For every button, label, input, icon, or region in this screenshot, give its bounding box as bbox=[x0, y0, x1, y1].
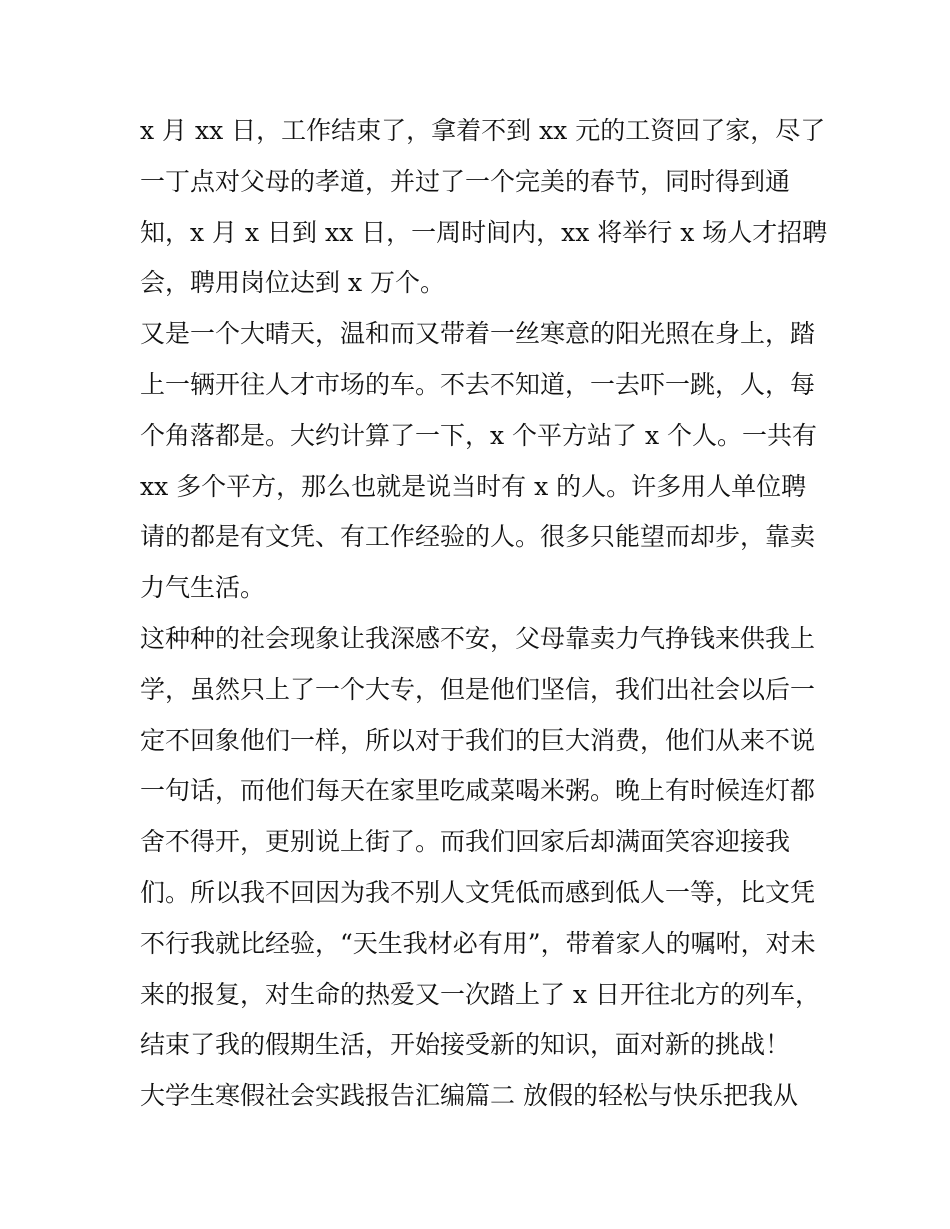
text-line: 们。所以我不回因为我不别人文凭低而感到低人一等，比文凭 bbox=[140, 877, 816, 907]
text-line: 请的都是有文凭、有工作经验的人。很多只能望而却步，靠卖 bbox=[140, 522, 816, 552]
text-line: 又是一个大晴天，温和而又带着一丝寒意的阳光照在身上，踏 bbox=[140, 319, 816, 349]
text-line: 这种种的社会现象让我深感不安，父母靠卖力气挣钱来供我上 bbox=[140, 623, 816, 653]
text-line: xx 多个平方，那么也就是说当时有 x 的人。许多用人单位聘 bbox=[140, 471, 807, 501]
text-line: 不行我就比经验，“天生我材必有用”，带着家人的嘱咐，对未 bbox=[140, 928, 816, 958]
text-line: 力气生活。 bbox=[140, 573, 266, 603]
text-line: 一句话，而他们每天在家里吃咸菜喝米粥。晚上有时候连灯都 bbox=[140, 776, 816, 806]
text-line: 会，聘用岗位达到 x 万个。 bbox=[140, 268, 445, 298]
text-line: 学，虽然只上了一个大专，但是他们坚信，我们出社会以后一 bbox=[140, 674, 816, 704]
text-line: 舍不得开，更别说上街了。而我们回家后却满面笑容迎接我 bbox=[140, 827, 791, 857]
text-line: 上一辆开往人才市场的车。不去不知道，一去吓一跳，人，每 bbox=[140, 369, 816, 399]
body-text bbox=[140, 106, 828, 1122]
text-line: 知，x 月 x 日到 xx 日，一周时间内，xx 将举行 x 场人才招聘 bbox=[140, 217, 828, 247]
text-line: 定不回象他们一样，所以对于我们的巨大消费，他们从来不说 bbox=[140, 725, 816, 755]
text-line: x 月 xx 日，工作结束了，拿着不到 xx 元的工资回了家，尽了 bbox=[140, 116, 826, 145]
text-line: 一丁点对父母的孝道，并过了一个完美的春节，同时得到通 bbox=[140, 166, 791, 196]
text-line: 结束了我的假期生活，开始接受新的知识，面对新的挑战！ bbox=[140, 1030, 791, 1060]
text-line: 个角落都是。大约计算了一下，x 个平方站了 x 个人。一共有 bbox=[140, 420, 818, 450]
text-line: 来的报复，对生命的热爱又一次踏上了 x 日开往北方的列车， bbox=[140, 979, 820, 1009]
text-line: 大学生寒假社会实践报告汇编篇二 放假的轻松与快乐把我从 bbox=[140, 1081, 798, 1111]
